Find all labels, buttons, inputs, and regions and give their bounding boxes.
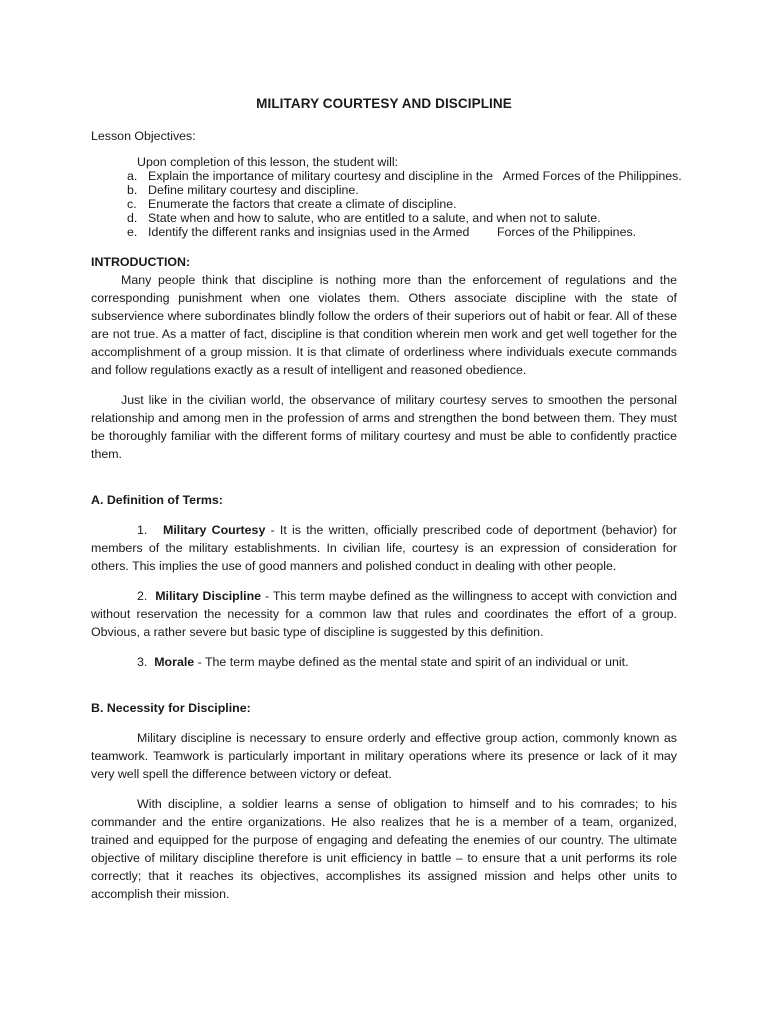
list-item: [127, 225, 677, 239]
objectives-list: [91, 169, 682, 239]
list-item: [127, 183, 677, 197]
list-item: [127, 211, 677, 225]
term-military-courtesy: [91, 521, 677, 575]
objectives-intro: Upon completion of this lesson, the student will:: [137, 155, 399, 169]
introduction-heading: INTRODUCTION:: [91, 255, 191, 269]
list-item-letter: e.: [127, 225, 138, 239]
term-definition: - This term maybe defined as the willingness to accept with conviction and without reservation the necessity for a common law that rules and coordinates the effort of a group. Obvious, a rather severe but basic type of discipline is suggested by this definition.: [91, 589, 677, 639]
term-military-discipline: [91, 587, 677, 641]
term-number: 2.: [137, 589, 148, 603]
list-item-letter: a.: [127, 169, 138, 183]
term-label: Military Discipline: [155, 589, 262, 603]
list-item-text: Explain the importance of military courtesy and discipline in the Armed Forces of the Philippines.: [148, 169, 682, 183]
term-label: Military Courtesy: [163, 523, 266, 537]
list-item-text: Identify the different ranks and insignias used in the Armed Forces of the Philippines.: [148, 225, 637, 239]
section-a-heading: A. Definition of Terms:: [91, 493, 223, 507]
term-morale: [91, 653, 677, 671]
introduction-paragraph-2: Just like in the civilian world, the observance of military courtesy serves to smoothen the personal relationship and among men in the profession of arms and strengthen the bond between them. They must be thoroughly familiar with the different forms of military courtesy and must be able to confidently practice them.: [91, 393, 677, 461]
term-label: Morale: [154, 655, 195, 669]
page-title: MILITARY COURTESY AND DISCIPLINE: [256, 96, 512, 111]
term-number: 1.: [137, 523, 148, 537]
introduction-paragraph-1: Many people think that discipline is nothing more than the enforcement of regulations and the corresponding punishment when one violates them. Others associate discipline with the state of subservience where subordinates blindly follow the orders of their superiors out of habit or fear. All of these are not true. As a matter of fact, discipline is that condition wherein men work and get well together for the accomplishment of a group mission. It is that climate of orderliness where individuals execute commands and follow regulations exactly as a result of intelligent and reasoned obedience.: [91, 273, 677, 377]
term-number: 3.: [137, 655, 148, 669]
term-definition: - The term maybe defined as the mental state and spirit of an individual or unit.: [194, 655, 629, 669]
list-item: [127, 197, 677, 211]
section-b-paragraph-1: Military discipline is necessary to ensure orderly and effective group action, commonly known as teamwork. Teamwork is particularly important in military operations where its presence or lack of it may very well spell the difference between victory or defeat.: [91, 731, 677, 781]
list-item-text: State when and how to salute, who are entitled to a salute, and when not to salute.: [148, 211, 601, 225]
section-b-paragraph-2: With discipline, a soldier learns a sense of obligation to himself and to his comrades; to his commander and the entire organizations. He also realizes that he is a member of a team, organized, trained and equipped for the purpose of engaging and defeating the enemies of our country. The ultimate objective of military discipline therefore is unit efficiency in battle – to ensure that a unit performs its role correctly; that it reaches its objectives, accomplishes its assigned mission and helps other units to accomplish their mission.: [91, 797, 677, 901]
term-definition: - It is the written, officially prescribed code of deportment (behavior) for members of the military establishments. In civilian life, courtesy is an expression of consideration for others. This implies the use of good manners and polished conduct in dealing with other people.: [91, 523, 677, 573]
list-item: [127, 169, 682, 183]
list-item-letter: d.: [127, 211, 138, 225]
section-b-heading: B. Necessity for Discipline:: [91, 701, 251, 715]
lesson-objectives-label: Lesson Objectives:: [91, 129, 196, 143]
list-item-letter: c.: [127, 197, 137, 211]
list-item-text: Define military courtesy and discipline.: [148, 183, 359, 197]
list-item-text: Enumerate the factors that create a climate of discipline.: [148, 197, 457, 211]
list-item-letter: b.: [127, 183, 138, 197]
